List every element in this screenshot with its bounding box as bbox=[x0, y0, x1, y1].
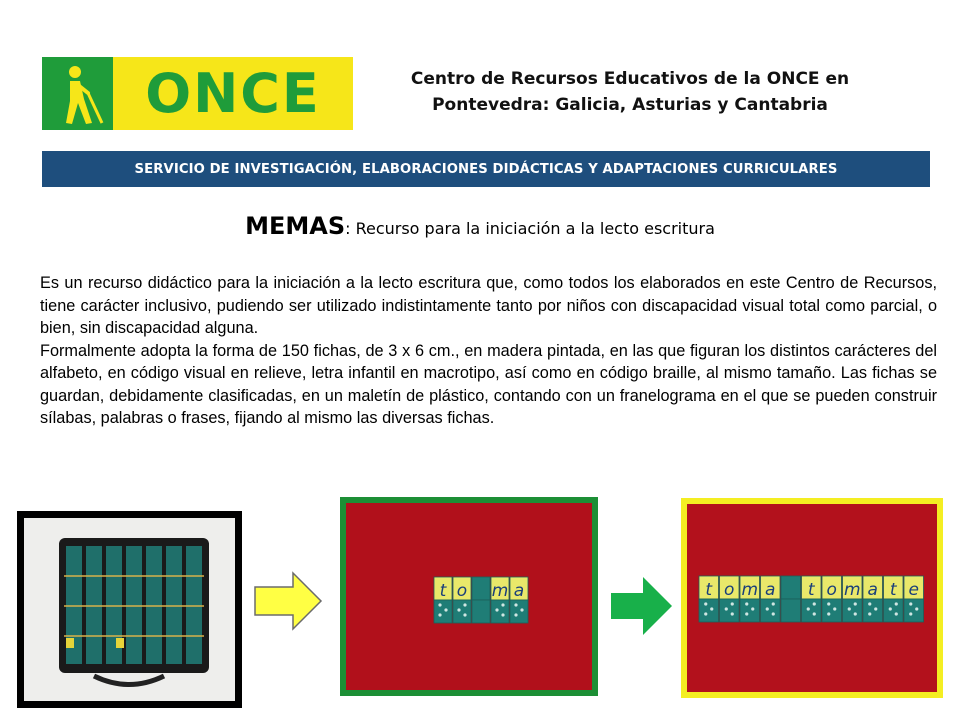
tile-letter: t bbox=[889, 580, 897, 600]
letter-tile bbox=[863, 576, 883, 622]
tile-letter: a bbox=[867, 580, 878, 600]
photo-word-toma-tomate bbox=[681, 498, 943, 698]
letter-tile bbox=[740, 576, 760, 622]
page-heading bbox=[0, 212, 960, 240]
service-banner: SERVICIO DE INVESTIGACIÓN, ELABORACIONES DIDÁCTICAS Y ADAPTACIONES CURRICULARES bbox=[42, 151, 930, 187]
once-logo bbox=[42, 57, 353, 130]
tile-letter: o bbox=[826, 580, 837, 600]
logo-wordmark: ONCE bbox=[145, 62, 321, 125]
letter-tile bbox=[761, 576, 781, 622]
tile-letter: m bbox=[843, 580, 861, 600]
walking-cane-icon bbox=[42, 57, 113, 130]
tile-letter: m bbox=[491, 581, 509, 601]
tile-case-illustration bbox=[24, 518, 235, 701]
blank-tile bbox=[472, 577, 490, 623]
heading-bold: MEMAS bbox=[245, 212, 346, 240]
letter-tile bbox=[699, 576, 719, 622]
letter-tile bbox=[802, 576, 822, 622]
blank-tile bbox=[781, 576, 801, 622]
tiles-three-illustration bbox=[687, 504, 937, 692]
tile-letter: e bbox=[908, 580, 919, 600]
tile-letter: o bbox=[724, 580, 735, 600]
letter-tile bbox=[491, 577, 509, 623]
letter-tile bbox=[884, 576, 904, 622]
tile-letter: t bbox=[439, 581, 447, 601]
tile-letter: t bbox=[705, 580, 713, 600]
arrow-right-green-icon bbox=[609, 575, 674, 637]
photo-word-toma-split bbox=[340, 497, 598, 696]
arrow-right-yellow-icon bbox=[253, 571, 323, 631]
tile-letter: a bbox=[765, 580, 776, 600]
letter-tile bbox=[434, 577, 452, 623]
paragraph-2: Formalmente adopta la forma de 150 fichas, de 3 x 6 cm., en madera pintada, en las que figuran los distintos carácteres del alfabeto, en código visual en relieve, letra infantil en macrotipo, así como en código braille, al mismo tamaño. Las fichas se guardan, debidamente clasificadas, en un maletín de plástico, contando con un franelograma en el que se pueden construir sílabas, palabras o frases, fijando al mismo las diversas fichas. bbox=[40, 341, 937, 427]
photo-tile-case bbox=[17, 511, 242, 708]
letter-tile bbox=[453, 577, 471, 623]
tile-letter: m bbox=[741, 580, 759, 600]
tile-letter: o bbox=[456, 581, 468, 601]
paragraph-1: Es un recurso didáctico para la iniciación a la lecto escritura que, como todos los elaborados en este Centro de Recursos, tiene carácter inclusivo, pudiendo ser utilizado indistintamente tanto por niños con discapacidad visual total como parcial, o bien, sin discapacidad alguna. bbox=[40, 274, 937, 337]
letter-tile bbox=[510, 577, 528, 623]
center-title-line1: Centro de Recursos Educativos de la ONCE en bbox=[410, 69, 850, 89]
letter-tile bbox=[843, 576, 863, 622]
letter-tile bbox=[822, 576, 842, 622]
center-title bbox=[370, 66, 890, 118]
description-text bbox=[40, 272, 937, 430]
tiles-two-illustration bbox=[346, 503, 592, 690]
letter-tile bbox=[904, 576, 924, 622]
tile-letter: t bbox=[807, 580, 815, 600]
letter-tile bbox=[720, 576, 740, 622]
center-title-line2: Pontevedra: Galicia, Asturias y Cantabria bbox=[432, 95, 828, 115]
tile-letter: a bbox=[513, 581, 525, 601]
heading-subtitle: : Recurso para la iniciación a la lecto escritura bbox=[345, 219, 715, 238]
